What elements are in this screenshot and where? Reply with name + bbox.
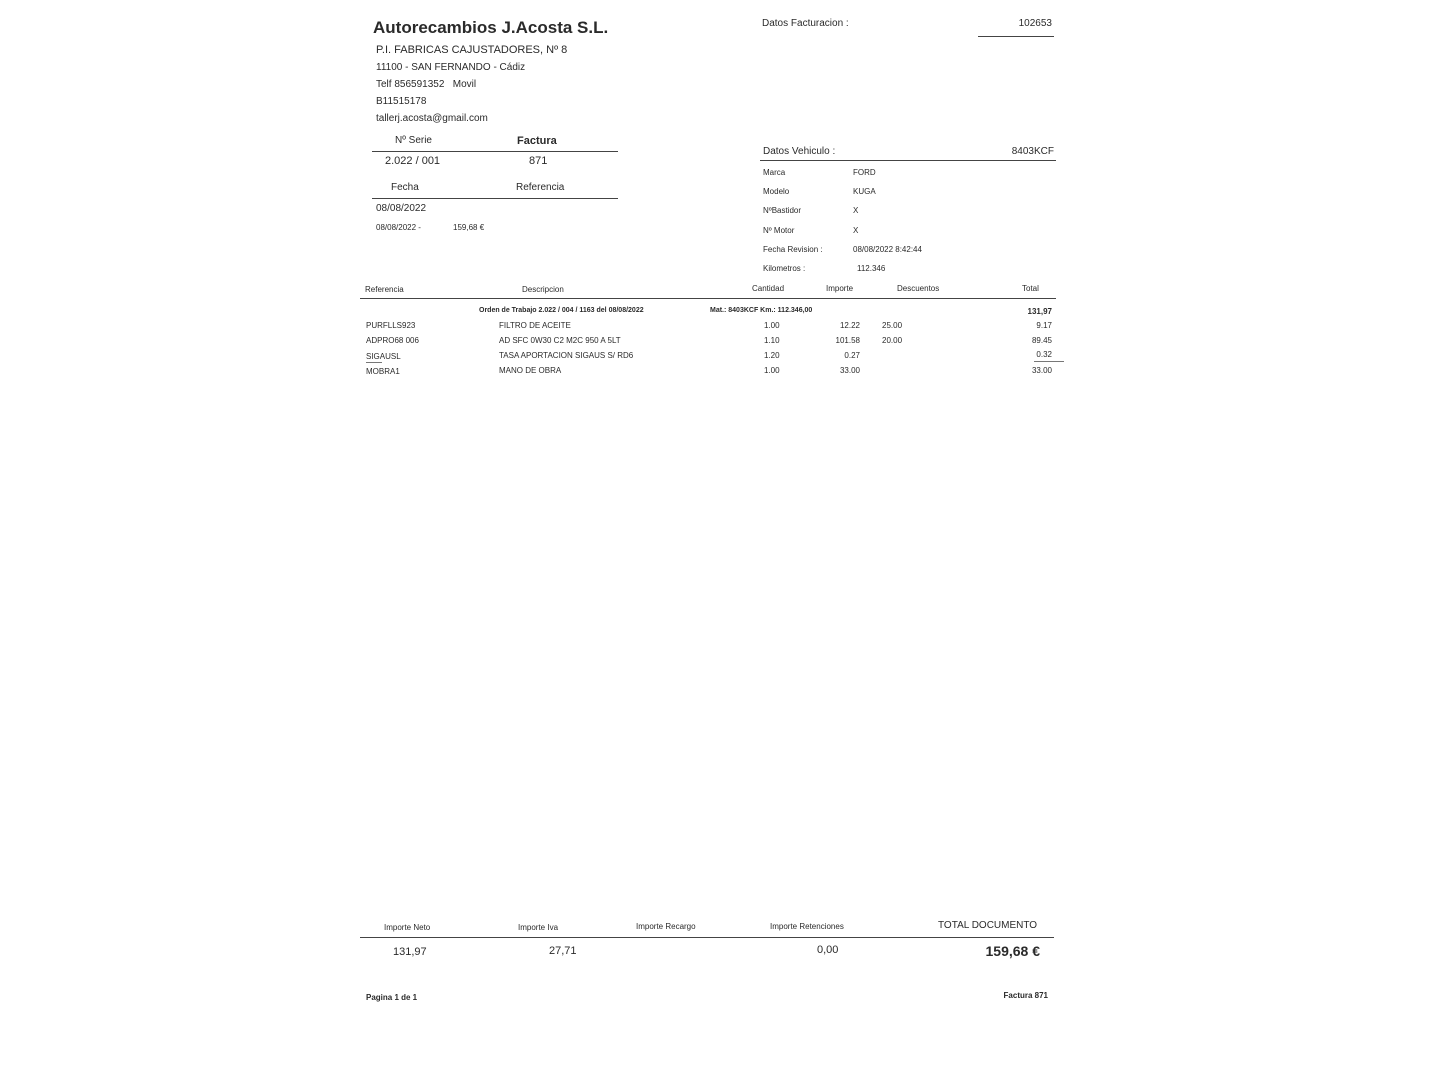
work-order-total: 131,97 bbox=[1027, 307, 1052, 316]
row-qty: 1.20 bbox=[764, 351, 780, 360]
row-underline bbox=[1034, 361, 1064, 362]
row-ref: SIGAUSL bbox=[366, 352, 401, 361]
vehicle-label: Datos Vehiculo : bbox=[763, 146, 836, 157]
header-importe: Importe bbox=[826, 284, 854, 293]
table-header-rule bbox=[360, 298, 1056, 299]
vehicle-field-label: Fecha Revision : bbox=[763, 245, 823, 254]
invoice-due-date: 08/08/2022 - bbox=[376, 223, 421, 232]
invoice-number: 871 bbox=[529, 155, 548, 167]
fecha-rule bbox=[372, 198, 618, 199]
vehicle-field-label: Nº Motor bbox=[763, 226, 795, 235]
phone-value: 856591352 bbox=[394, 79, 445, 90]
retenciones-value: 0,00 bbox=[817, 944, 839, 956]
retenciones-label: Importe Retenciones bbox=[770, 922, 844, 931]
row-underline bbox=[366, 362, 382, 363]
invoice-due-amount: 159,68 € bbox=[453, 223, 485, 232]
invoice-date: 08/08/2022 bbox=[376, 203, 427, 214]
vehicle-field-value: 08/08/2022 8:42:44 bbox=[853, 245, 922, 254]
vehicle-field-label: Kilometros : bbox=[763, 264, 806, 273]
work-order-text: Orden de Trabajo 2.022 / 004 / 1163 del 08/08/2022 bbox=[479, 307, 644, 314]
vehicle-rule bbox=[760, 160, 1056, 161]
header-cantidad: Cantidad bbox=[752, 284, 785, 293]
row-total: 9.17 bbox=[1036, 321, 1052, 330]
vehicle-field-label: NºBastidor bbox=[763, 206, 802, 215]
row-ref: ADPRO68 006 bbox=[366, 336, 419, 345]
fecha-label: Fecha bbox=[391, 182, 419, 193]
row-price: 101.58 bbox=[835, 336, 860, 345]
header-referencia: Referencia bbox=[365, 285, 404, 294]
row-price: 0.27 bbox=[844, 351, 860, 360]
row-qty: 1.00 bbox=[764, 321, 780, 330]
billing-value: 102653 bbox=[1018, 18, 1052, 29]
row-qty: 1.00 bbox=[764, 366, 780, 375]
header-descripcion: Descripcion bbox=[522, 285, 564, 294]
vehicle-field-value: X bbox=[853, 226, 859, 235]
iva-label: Importe Iva bbox=[518, 923, 559, 932]
company-name: Autorecambios J.Acosta S.L. bbox=[373, 18, 609, 37]
row-total: 33.00 bbox=[1031, 366, 1052, 375]
company-email: tallerj.acosta@gmail.com bbox=[376, 113, 488, 124]
neto-value: 131,97 bbox=[393, 946, 427, 958]
vehicle-plate: 8403KCF bbox=[1011, 146, 1054, 157]
row-ref: PURFLLS923 bbox=[366, 321, 416, 330]
row-desc: AD SFC 0W30 C2 M2C 950 A 5LT bbox=[499, 336, 621, 345]
header-descuentos: Descuentos bbox=[897, 284, 940, 293]
company-phone-line bbox=[376, 79, 476, 90]
row-discount: 25.00 bbox=[882, 321, 903, 330]
totals-rule bbox=[360, 937, 1054, 938]
recargo-label: Importe Recargo bbox=[636, 922, 696, 931]
vehicle-field-value: KUGA bbox=[853, 187, 876, 196]
page-indicator: Pagina 1 de 1 bbox=[366, 993, 418, 1002]
total-label: TOTAL DOCUMENTO bbox=[938, 920, 1038, 931]
row-price: 33.00 bbox=[839, 366, 860, 375]
factura-label: Factura bbox=[517, 135, 557, 147]
billing-label: Datos Facturacion : bbox=[762, 18, 849, 29]
row-desc: TASA APORTACION SIGAUS S/ RD6 bbox=[499, 351, 634, 360]
row-total: 89.45 bbox=[1031, 336, 1052, 345]
vehicle-field-label: Modelo bbox=[763, 187, 790, 196]
neto-label: Importe Neto bbox=[384, 923, 431, 932]
billing-rule bbox=[978, 36, 1054, 37]
vehicle-field-value: X bbox=[853, 206, 859, 215]
row-discount: 20.00 bbox=[882, 336, 903, 345]
row-qty: 1.10 bbox=[764, 336, 780, 345]
row-ref: MOBRA1 bbox=[366, 367, 400, 376]
vehicle-field-value: 112.346 bbox=[857, 264, 886, 273]
company-tax-id: B11515178 bbox=[376, 96, 427, 107]
row-desc: MANO DE OBRA bbox=[499, 366, 562, 375]
invoice-serie: 2.022 / 001 bbox=[385, 155, 441, 167]
company-city: 11100 - SAN FERNANDO - Cádiz bbox=[376, 62, 526, 73]
row-total: 0.32 bbox=[1036, 350, 1052, 359]
vehicle-field-value: FORD bbox=[853, 168, 876, 177]
serie-label: Nº Serie bbox=[395, 135, 432, 146]
company-address: P.I. FABRICAS CAJUSTADORES, Nº 8 bbox=[376, 44, 568, 56]
row-desc: FILTRO DE ACEITE bbox=[499, 321, 571, 330]
serie-rule bbox=[372, 151, 618, 152]
iva-value: 27,71 bbox=[549, 945, 577, 957]
work-order-mat: Mat.: 8403KCF Km.: 112.346,00 bbox=[710, 307, 813, 314]
vehicle-field-label: Marca bbox=[763, 168, 786, 177]
phone-label: Telf bbox=[376, 79, 392, 90]
mobile-label: Movil bbox=[452, 79, 477, 90]
referencia-label: Referencia bbox=[516, 182, 565, 193]
header-total: Total bbox=[1022, 284, 1039, 293]
footer-invoice-ref: Factura 871 bbox=[1003, 991, 1048, 1000]
total-value: 159,68 € bbox=[985, 943, 1040, 959]
row-price: 12.22 bbox=[839, 321, 860, 330]
